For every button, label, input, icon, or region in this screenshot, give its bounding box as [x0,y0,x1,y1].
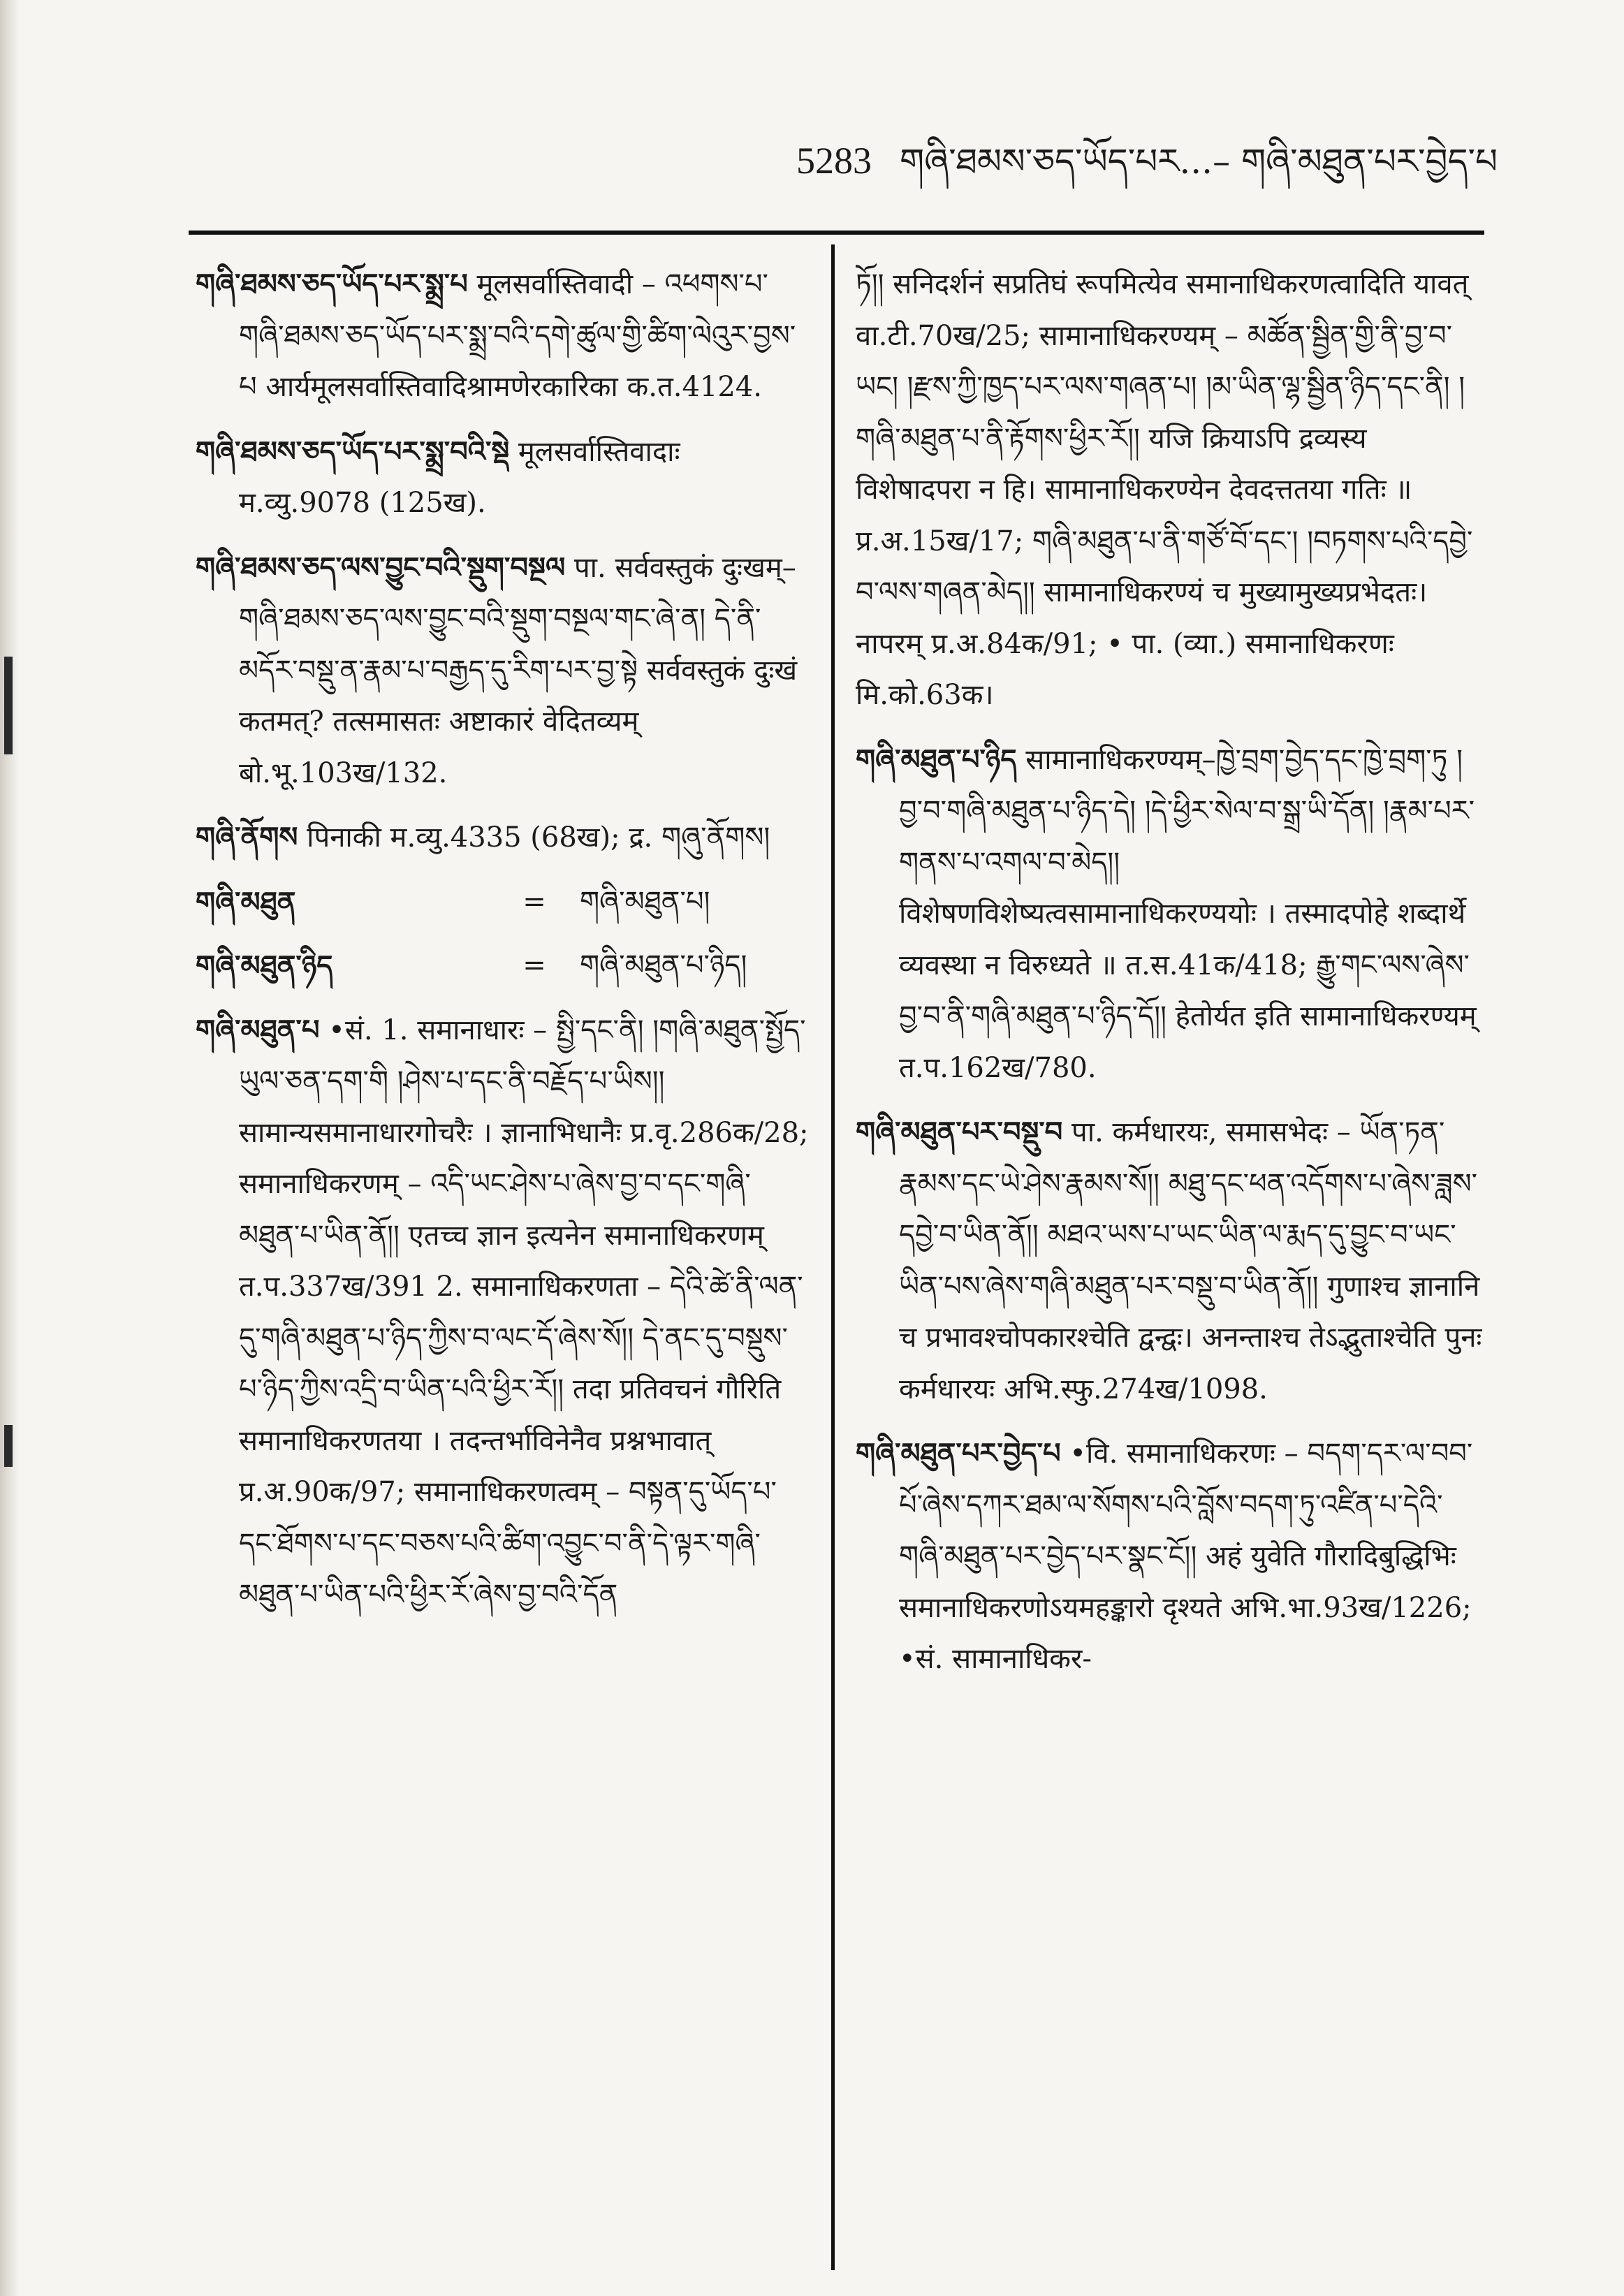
dictionary-entry [196,542,810,800]
entry-headword: གཞི་མཐུན་པ་ཉིད [856,743,1017,776]
entry-body: पिनाकी म.व्यु.4335 (68ख); द्र. གཞུ་ནོགས། [298,821,770,854]
dictionary-entry-continued [856,258,1484,722]
dictionary-entry [856,1106,1484,1415]
xref-to: གཞི་མཐུན་པ་ཉིད། [580,949,747,981]
entry-body: मूलसर्वास्तिवादी – འཕགས་པ་གཞི་ཐམས་ཅད་ཡོད་པར་སྨྲ་བའི་དགེ་ཚུལ་གྱི་ཚིག་ལེའུར་བྱས་པ आर्यमूलसर्वास्तिवादिश्रामणेरकारिका क.त.4124. [239,268,796,403]
entry-body: सामानाधिकरण्यम्–ཁྱེ་བྲག་བྱེད་དང་ཁྱེ་བྲག་ཏུ །བྱ་བ་གཞི་མཐུན་པ་ཉིད་དེ། །དེ་ཕྱིར་སེལ་བ་སྒྲ་ཡི་དོན། །རྣམ་པར་གནས་པ་འགལ་བ་མེད།། विशेषणविशेष्यत्वसामानाधिकरण्ययोः । तस्मादपोहे शब्दार्थे व्यवस्था न विरुध्यते ॥ त.स.41क/418; རྒྱུ་གང་ལས་ཞེས་བྱ་བ་ནི་གཞི་མཐུན་པ་ཉིད་དོ།། हेतोर्यत इति सामानाधिकरण्यम् त.प.162ख/780. [899,743,1477,1084]
entry-body: ཏོ།། सनिदर्शनं सप्रतिघं रूपमित्येव समानाधिकरणत्वादिति यावत् वा.टी.70ख/25; सामानाधिकरण्यम् – མཚོན་སྦྱིན་གྱི་ནི་བྱ་བ་ཡང། །རྫས་ཀྱི་ཁྱད་པར་ལས་གཞན་པ། །མ་ཡིན་ལྷ་སྦྱིན་ཉིད་དང་ནི། །གཞི་མཐུན་པ་ནི་རྟོགས་ཕྱིར་རོ།། यजि क्रियाऽपि द्रव्यस्य विशेषादपरा न हि। सामानाधिकरण्येन देवदत्ततया गतिः ॥ प्र.अ.15ख/17; གཞི་མཐུན་པ་ནི་གཙོ་བོ་དང་། །བཏགས་པའི་དབྱེ་བ་ལས་གཞན་མེད།། सामानाधिकरण्यं च मुख्यामुख्यप्रभेदतः। नापरम् प्र.अ.84क/91; • पा. (व्या.) समानाधिकरणः मि.को.63क। [856,268,1473,711]
cross-reference [196,940,810,992]
entry-headword: གཞི་མཐུན་པར་བསྡུ་བ [856,1116,1063,1148]
entry-body: •सं. 1. समानाधारः – སྤྱི་དང་ནི། །གཞི་མཐུན་སྤྱོད་ཡུལ་ཅན་དག་གི །ཤེས་པ་དང་ནི་བརྗོད་པ་ཡིས།། सामान्यसमानाधारगोचरैः । ज्ञानाभिधानैः प्र.वृ.286क/28; समानाधिकरणम् – འདི་ཡང་ཤེས་པ་ཞེས་བྱ་བ་དང་གཞི་མཐུན་པ་ཡིན་ནོ།། एतच्च ज्ञान इत्यनेन समानाधिकरणम् त.प.337ख/391 2. समानाधिकरणता – དེའི་ཚེ་ནི་ལན་དུ་གཞི་མཐུན་པ་ཉིད་ཀྱིས་བ་ལང་དོ་ཞེས་སོ།། དེ་ནང་དུ་བསྡུས་པ་ཉིད་ཀྱིས་འདྲི་བ་ཡིན་པའི་ཕྱིར་རོ།། तदा प्रतिवचनं गौरिति समानाधिकरणतया । तदन्तर्भाविनेनैव प्रश्नभावात् प्र.अ.90क/97; समानाधिकरणत्वम् – བསྟན་དུ་ཡོད་པ་དང་ཐོགས་པ་དང་བཅས་པའི་ཚིག་འབྱུང་བ་ནི་དེ་ལྟར་གཞི་མཐུན་པ་ཡིན་པའི་ཕྱིར་རོ་ཞེས་བྱ་བའི་དོན [239,1014,809,1611]
running-title: གཞི་ཐམས་ཅད་ཡོད་པར...– གཞི་མཐུན་པར་བྱེད་པ [900,141,1498,182]
entry-headword: གཞི་མཐུན་པར་བྱེད་པ [856,1437,1061,1470]
dictionary-entry [196,1004,810,1621]
xref-sep: = [522,949,546,981]
running-header [796,133,1502,189]
xref-from: གཞི་མཐུན་ཉིད [196,949,333,982]
scan-gutter-mark [4,657,13,754]
entry-body: मूलसर्वास्तिवादाः म.व्यु.9078 (125ख). [239,435,680,519]
dictionary-entry [196,426,810,529]
entry-headword: གཞི་ནོགས [196,821,298,854]
entry-body: •वि. समानाधिकरणः – བདག་དར་ལ་བབ་པོ་ཞེས་དཀར་ཐམ་ལ་སོགས་པའི་བློས་བདག་ཏུ་འཛིན་པ་དེའི་གཞི་མཐུན་པར་བྱེད་པར་སྣང་ངོ།། अहं युवेति गौरादिबुद्धिभिः समानाधिकरणोऽयमहङ्कारो दृश्यते अभि.भा.93ख/1226; •सं. सामानाधिकर- [899,1438,1473,1675]
header-rule [189,231,1484,235]
column-divider [831,244,835,2270]
cross-reference [196,877,810,928]
xref-to: གཞི་མཐུན་པ། [580,885,710,918]
dictionary-entry [196,812,810,864]
entry-headword: གཞི་ཐམས་ཅད་ཡོད་པར་སྨྲ་བའི་སྡེ [196,434,510,468]
dictionary-entry [196,258,810,414]
scan-gutter-mark [4,1425,13,1467]
entry-headword: གཞི་ཐམས་ཅད་ཡོད་པར་སྨྲ་པ [196,268,468,300]
dictionary-entry [856,734,1484,1095]
entry-headword: གཞི་མཐུན་པ [196,1013,320,1046]
right-column [856,258,1484,2270]
xref-from: གཞི་མཐུན [196,885,296,919]
left-column [196,258,810,2270]
entry-headword: གཞི་ཐམས་ཅད་ལས་བྱུང་བའི་སྡུག་བསྔལ [196,550,566,584]
entry-body: पा. कर्मधारयः, समासभेदः – ཡོན་ཏན་རྣམས་དང་ཡེ་ཤེས་རྣམས་སོ།། མཐུ་དང་ཕན་འདོགས་པ་ཞེས་ཟླས་དབྱེ་བ་ཡིན་ནོ།། མཐའ་ཡས་པ་ཡང་ཡིན་ལ་རྨད་དུ་བྱུང་བ་ཡང་ཡིན་པས་ཞེས་གཞི་མཐུན་པར་བསྡུ་བ་ཡིན་ནོ།། गुणाश्च ज्ञानानि च प्रभावश्चोपकारश्चेति द्वन्द्वः। अनन्ताश्च तेऽद्भुताश्चेति पुनः कर्मधारयः अभि.स्फु.274ख/1098. [899,1116,1482,1405]
page-number: 5283 [796,140,872,182]
xref-sep: = [522,885,546,918]
dictionary-entry [856,1428,1484,1686]
scan-edge [0,0,20,2296]
entry-body: पा. सर्ववस्तुकं दुःखम्–གཞི་ཐམས་ཅད་ལས་བྱུང་བའི་སྡུག་བསྔལ་གང་ཞེ་ན། དེ་ནི་མདོར་བསྡུ་ན་རྣམ་པ་བརྒྱད་དུ་རིག་པར་བྱ་སྟེ सर्ववस्तुकं दुःखं कतमत्? तत्समासतः अष्टाकारं वेदितव्यम् बो.भू.103ख/132. [239,551,798,789]
